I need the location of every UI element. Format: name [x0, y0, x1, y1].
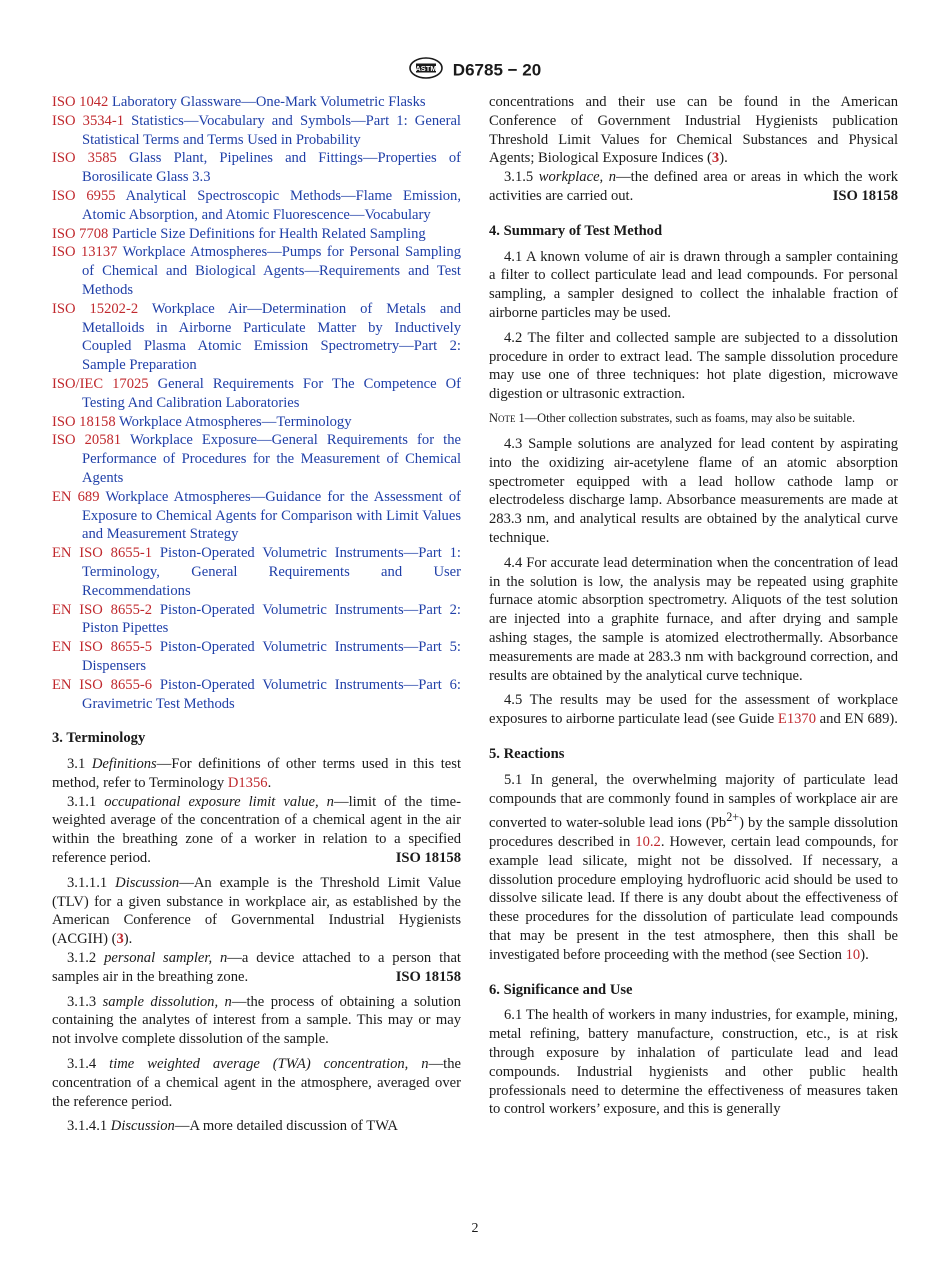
reference-item	[52, 149, 461, 187]
paragraph-6-1: 6.1 The health of workers in many industries, for example, mining, metal refining, battery manufacture, construction, etc., is at risk through exposure by inhalation of particulate lead and lead compounds. Industrial hygienists and other public health professionals need to determine the effectiveness of measures taken to control workers’ exposure, and this is generally	[489, 1007, 898, 1118]
reference-code-link[interactable]: ISO 1042	[52, 94, 109, 110]
reference-title-link[interactable]: General Requirements For The Competence Of Testing And Calibration Laboratories	[82, 375, 461, 411]
svg-text:ASTM: ASTM	[415, 64, 437, 73]
reference-item	[52, 375, 461, 413]
discussion-3-1-1-1: 3.1.1.1 Discussion—An example is the Threshold Limit Value (TLV) for a given substance in workplace air, as established by the American Conference of Governmental Industrial Hygienists (ACGIH) (3).	[52, 874, 462, 948]
definition-3-1-1: 3.1.1 occupational exposure limit value, n—limit of the time-weighted average of the concentration of a chemical agent in the air within the breathing zone of a worker in relation to a specified reference period. ISO 18158	[52, 793, 461, 867]
reference-title-link[interactable]: Glass Plant, Pipelines and Fittings—Properties of Borosilicate Glass 3.3	[82, 150, 461, 186]
definition-3-1-3: 3.1.3 sample dissolution, n—the process of obtaining a solution containing the analytes of interest from a sample. This may or may not involve complete dissolution of the sample.	[52, 993, 461, 1048]
source-iso-18158: ISO 18158	[395, 850, 461, 867]
reference-item	[52, 544, 461, 600]
reference-title-link[interactable]: Workplace Exposure—General Requirements for the Performance of Procedures for the Measurement of Chemical Agents	[82, 432, 461, 486]
section-heading-summary: 4. Summary of Test Method	[489, 222, 663, 239]
reference-title-link[interactable]: Piston-Operated Volumetric Instruments—Part 2: Piston Pipettes	[82, 601, 461, 637]
link-section-10-2[interactable]: 10.2	[635, 833, 661, 850]
document-designation: D6785 − 20	[452, 60, 542, 80]
reference-title-link[interactable]: Workplace Atmospheres—Guidance for the Assessment of Exposure to Chemical Agents for Comparison with Limit Values and Measurement Strategy	[82, 488, 461, 543]
paragraph-3-1: 3.1 Definitions—For definitions of other terms used in this test method, refer to Terminology D1356.	[52, 756, 462, 791]
definition-3-1-5: 3.1.5 workplace, n—the defined area or areas in which the work activities are carried out. ISO 18158	[489, 169, 898, 204]
citation-3[interactable]: 3	[116, 931, 124, 948]
reference-item	[52, 243, 461, 299]
paragraph-4-3: 4.3 Sample solutions are analyzed for lead content by aspirating into the oxidizing air-acetylene flame of an atomic absorption spectrometer equipped with a lead hollow cathode lamp or electrodeless discharge lamp. Absorbance measurements are made at 283.3 nm, and analytical results are obtained by the analytical curve technique.	[489, 435, 898, 546]
paragraph-4-4: 4.4 For accurate lead determination when the concentration of lead in the solution is low, the analysis may be repeated using graphite furnace atomic absorption spectrometry. Aliquots of the test solution are injected into a graphite furnace, and after drying and sample ashing stages, the sample is atomized electrothermally. Absorbance measurements are made at 283.3 nm with background correction, and results are obtained by the analytical curve technique.	[489, 554, 898, 684]
paragraph-5-1: 5.1 In general, the overwhelming majority of particulate lead compounds that are commonly found in samples of workplace air are converted to water-soluble lead ions $(Pb^{2+})$ by the sample dissolution procedures described in 10.2. However, certain lead compounds, for example lead silicate, might not be dissolved. If necessary, a dissolution procedure employing hydrofluoric acid should be used to dissolve silicate lead. If there is any doubt about the effectiveness of these procedures for the dissolution of particulate lead compounds that may be present in the test atmosphere, then this shall be investigated before proceeding with the method (see Section 10).	[489, 771, 899, 963]
reference-code-link[interactable]: ISO 20581	[52, 432, 122, 449]
link-d1356[interactable]: D1356	[227, 774, 268, 791]
discussion-continued: concentrations and their use can be found in the American Conference of Government Industrial Hygienists publication Threshold Limit Values for Chemical Substances and Physical Agents; Biological Exposure Indices (3).	[489, 94, 898, 167]
page-number: 2	[471, 1221, 479, 1236]
reference-item	[52, 676, 461, 714]
reference-code-link[interactable]: ISO/IEC 17025	[52, 375, 149, 392]
astm-logo-icon	[409, 57, 443, 84]
reference-code-link[interactable]: ISO 15202-2	[52, 300, 139, 317]
right-column	[489, 93, 898, 1125]
citation-3[interactable]: 3	[711, 150, 720, 167]
reference-title-link[interactable]: Workplace Air—Determination of Metals and Metalloids in Airborne Particulate Matter by Inductively Coupled Plasma Atomic Emission Spectrometry—Part 2: Sample Preparation	[82, 300, 461, 374]
discussion-3-1-4-1: 3.1.4.1 Discussion—A more detailed discussion of TWA	[67, 1118, 398, 1135]
reference-item	[52, 413, 461, 432]
reference-code-link[interactable]: ISO 6955	[52, 187, 116, 204]
section-heading-reactions: 5. Reactions	[489, 745, 565, 762]
reference-code-link[interactable]: ISO 7708	[52, 225, 109, 242]
paragraph-4-1: 4.1 A known volume of air is drawn through a sampler containing a filter to collect particulate lead and lead compounds. For personal sampling, a sampler designed to collect the inhalable fraction of airborne particles may be used.	[489, 248, 898, 321]
reference-code-link[interactable]: EN ISO 8655-6	[52, 676, 153, 693]
reference-code-link[interactable]: EN 689	[52, 488, 100, 505]
reference-item	[52, 187, 461, 225]
reference-title-link[interactable]: Analytical Spectroscopic Methods—Flame Emission, Atomic Absorption, and Atomic Fluorescence—Vocabulary	[82, 187, 462, 223]
reference-code-link[interactable]: EN ISO 8655-5	[52, 639, 153, 656]
reference-code-link[interactable]: EN ISO 8655-1	[52, 545, 153, 562]
reference-title-link[interactable]: Particle Size Definitions for Health Related Sampling	[112, 225, 426, 242]
reference-title-link[interactable]: Workplace Atmospheres—Terminology	[119, 413, 352, 430]
reference-item	[52, 431, 461, 487]
reference-title-link[interactable]: Laboratory Glassware—One-Mark Volumetric Flasks	[112, 94, 426, 110]
paragraph-4-5: 4.5 The results may be used for the assessment of workplace exposures to airborne particulate lead (see Guide E1370 and EN 689).	[489, 692, 898, 728]
page-header	[0, 57, 950, 84]
source-iso-18158: ISO 18158	[395, 968, 461, 985]
reference-item	[52, 601, 461, 639]
note-1: Note 1—Other collection substrates, such as foams, may also be suitable.	[489, 410, 856, 425]
reference-title-link[interactable]: Piston-Operated Volumetric Instruments—Part 6: Gravimetric Test Methods	[82, 676, 461, 712]
link-e1370[interactable]: E1370	[777, 711, 817, 728]
reference-title-link[interactable]: Statistics—Vocabulary and Symbols—Part 1: General Statistical Terms and Terms Used in Probability	[82, 112, 461, 148]
paragraph-4-2: 4.2 The filter and collected sample are subjected to a dissolution procedure in order to extract lead. The sample dissolution procedure may use one of three techniques: hot plate digestion, microwave digestion or ultrasonic extraction.	[489, 329, 898, 403]
reference-title-link[interactable]: Piston-Operated Volumetric Instruments—Part 5: Dispensers	[82, 639, 461, 674]
reference-title-link[interactable]: Piston-Operated Volumetric Instruments—Part 1: Terminology, General Requirements and User Recommendations	[82, 545, 461, 599]
definition-3-1-4: 3.1.4 time weighted average (TWA) concentration, n—the concentration of a chemical agent in the atmosphere, averaged over the reference period.	[52, 1056, 461, 1110]
link-section-10[interactable]: 10	[845, 946, 861, 963]
section-heading-terminology: 3. Terminology	[52, 730, 146, 747]
reference-item	[52, 225, 461, 244]
reference-item	[52, 488, 461, 544]
reference-list	[52, 93, 461, 713]
reference-code-link[interactable]: ISO 3534-1	[52, 112, 124, 129]
reference-code-link[interactable]: ISO 13137	[52, 244, 118, 261]
source-iso-18158: ISO 18158	[832, 187, 898, 204]
reference-code-link[interactable]: ISO 18158	[52, 413, 116, 430]
reference-item	[52, 112, 461, 150]
section-heading-significance: 6. Significance and Use	[489, 981, 633, 998]
reference-title-link[interactable]: Workplace Atmospheres—Pumps for Personal Sampling of Chemical and Biological Agents—Requirements and Test Methods	[82, 244, 462, 298]
left-column	[52, 93, 461, 1142]
reference-item	[52, 93, 461, 112]
reference-code-link[interactable]: ISO 3585	[52, 150, 117, 167]
definition-3-1-2: 3.1.2 personal sampler, n—a device attached to a person that samples air in the breathing zone. ISO 18158	[52, 950, 461, 985]
reference-item	[52, 638, 461, 676]
reference-item	[52, 300, 461, 375]
reference-code-link[interactable]: EN ISO 8655-2	[52, 601, 153, 618]
